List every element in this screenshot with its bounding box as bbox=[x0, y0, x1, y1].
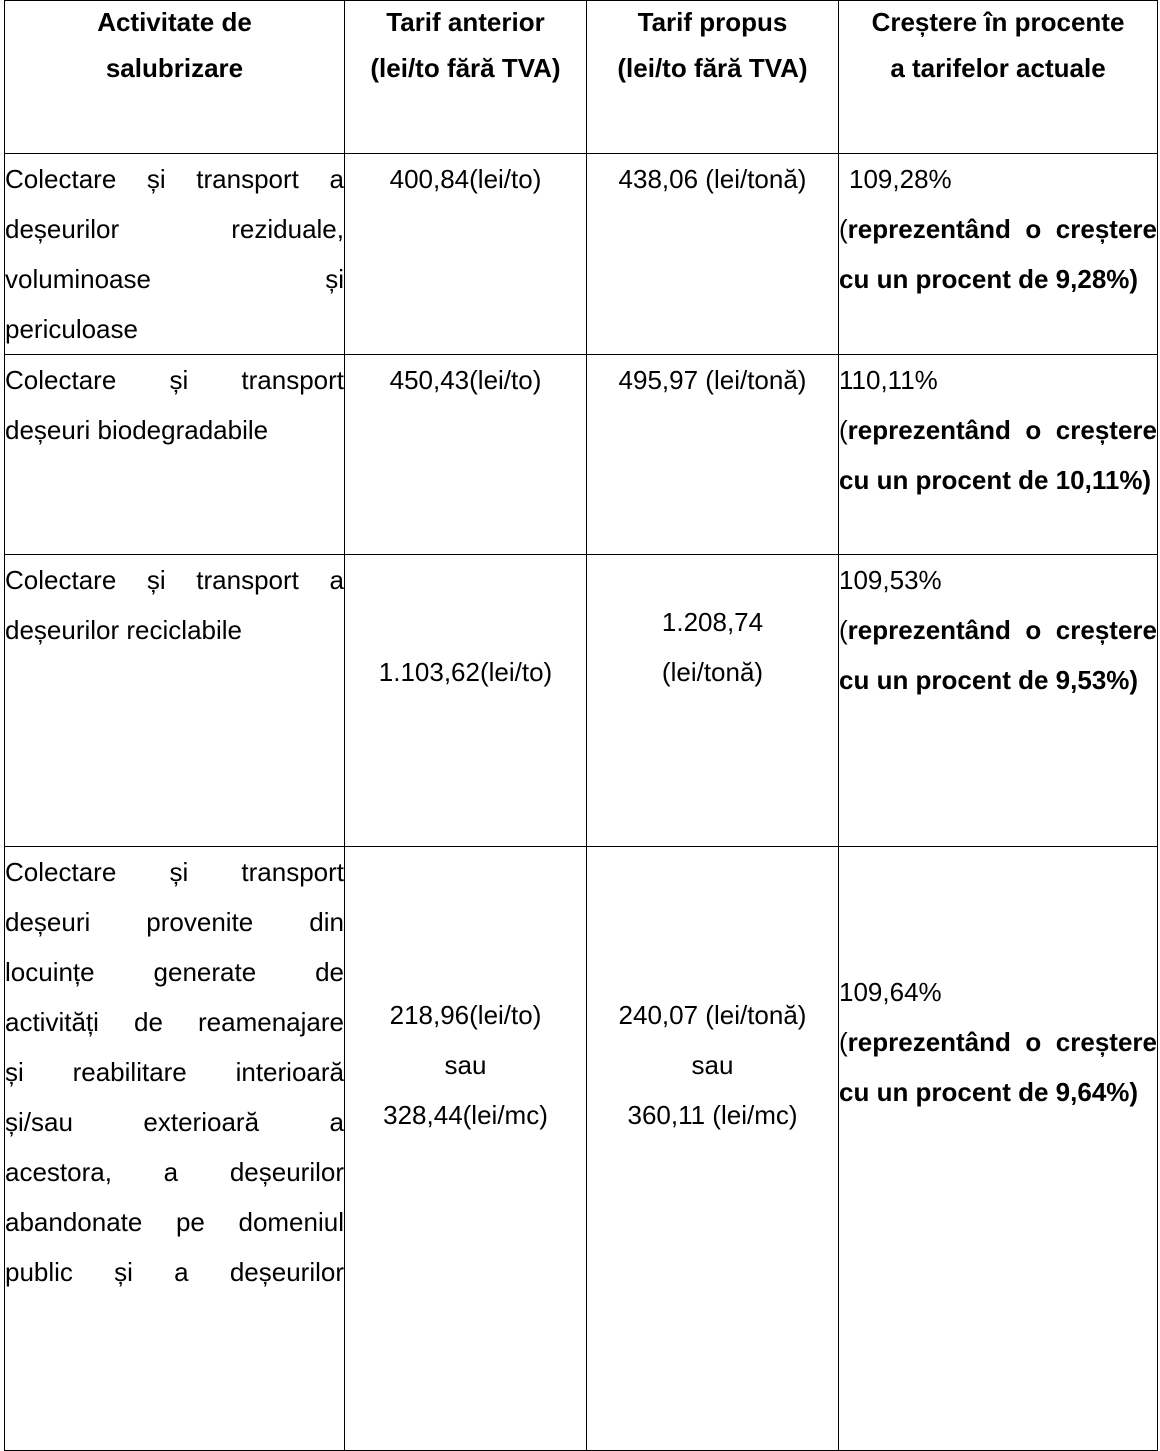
growth-description-text: reprezentând o creștere cu un procent de 9,64%) bbox=[839, 1027, 1157, 1107]
table-row bbox=[5, 847, 1158, 1451]
activity-line: deșeurilor reciclabile bbox=[5, 615, 242, 645]
header-activity-line2: salubrizare bbox=[105, 53, 244, 83]
growth-description bbox=[839, 405, 1157, 505]
activity-line: abandonate pe domeniul bbox=[5, 1207, 344, 1237]
activity-line: acestora, a deșeurilor bbox=[5, 1157, 344, 1187]
header-previous-line1: Tarif anterior bbox=[386, 7, 545, 37]
activity-line: public și a deșeurilor bbox=[5, 1257, 344, 1287]
previous-tariff-cell bbox=[345, 154, 587, 355]
table-row bbox=[5, 154, 1158, 355]
growth-cell bbox=[839, 555, 1158, 847]
header-proposed-line2: (lei/to fără TVA) bbox=[617, 53, 808, 83]
activity-cell bbox=[5, 154, 345, 355]
header-activity-line1: Activitate de bbox=[97, 7, 252, 37]
growth-description bbox=[839, 605, 1157, 705]
previous-tariff-value: 218,96(lei/to) bbox=[389, 1000, 542, 1030]
proposed-tariff-value: 1.208,74 bbox=[661, 607, 764, 637]
proposed-tariff-value-mc: 360,11 (lei/mc) bbox=[627, 1100, 798, 1130]
activity-line: și/sau exterioară a bbox=[5, 1107, 344, 1137]
header-growth-line1: Creștere în procente bbox=[871, 7, 1125, 37]
proposed-tariff-unit: (lei/tonă) bbox=[661, 657, 764, 687]
header-previous-line2: (lei/to fără TVA) bbox=[370, 53, 561, 83]
growth-description bbox=[839, 1017, 1157, 1117]
header-row bbox=[5, 1, 1158, 154]
proposed-tariff-value: 240,07 (lei/tonă) bbox=[618, 1000, 807, 1030]
previous-tariff-value: 450,43(lei/to) bbox=[389, 365, 542, 395]
table-row bbox=[5, 355, 1158, 555]
previous-tariff-value: 1.103,62(lei/to) bbox=[378, 657, 553, 687]
activity-line: Colectare și transport bbox=[5, 857, 344, 887]
activity-cell bbox=[5, 555, 345, 847]
growth-description bbox=[839, 204, 1157, 304]
proposed-tariff-cell bbox=[587, 555, 839, 847]
activity-cell bbox=[5, 355, 345, 555]
growth-cell bbox=[839, 847, 1158, 1451]
activity-line: periculoase bbox=[5, 314, 138, 344]
proposed-tariff-value: 495,97 (lei/tonă) bbox=[618, 365, 807, 395]
previous-tariff-cell bbox=[345, 847, 587, 1451]
header-proposed-tariff bbox=[587, 1, 839, 154]
header-growth bbox=[839, 1, 1158, 154]
activity-line: voluminoase și bbox=[5, 264, 344, 294]
header-proposed-line1: Tarif propus bbox=[637, 7, 788, 37]
header-activity bbox=[5, 1, 345, 154]
tariff-table bbox=[4, 0, 1158, 1451]
proposed-tariff-cell bbox=[587, 355, 839, 555]
activity-line: deșeuri provenite din bbox=[5, 907, 344, 937]
growth-open-paren: ( bbox=[839, 1027, 848, 1057]
table-row bbox=[5, 555, 1158, 847]
growth-percent: 110,11% bbox=[839, 365, 938, 395]
activity-line: Colectare și transport bbox=[5, 365, 344, 395]
proposed-tariff-or: sau bbox=[691, 1050, 734, 1080]
growth-cell bbox=[839, 355, 1158, 555]
growth-cell bbox=[839, 154, 1158, 355]
activity-line: și reabilitare interioară bbox=[5, 1057, 344, 1087]
header-previous-tariff bbox=[345, 1, 587, 154]
previous-tariff-cell bbox=[345, 555, 587, 847]
growth-open-paren: ( bbox=[839, 415, 848, 445]
growth-description-text: reprezentând o creștere cu un procent de 9,53%) bbox=[839, 615, 1157, 695]
activity-line: activități de reamenajare bbox=[5, 1007, 344, 1037]
header-growth-line2: a tarifelor actuale bbox=[890, 53, 1106, 83]
previous-tariff-value: 400,84(lei/to) bbox=[389, 164, 542, 194]
activity-line: locuințe generate de bbox=[5, 957, 344, 987]
growth-description-text: reprezentând o creștere cu un procent de 10,11%) bbox=[839, 415, 1157, 495]
growth-description-text: reprezentând o creștere cu un procent de 9,28%) bbox=[839, 214, 1157, 294]
previous-tariff-or: sau bbox=[444, 1050, 487, 1080]
activity-line: deșeurilor reziduale, bbox=[5, 214, 344, 244]
growth-open-paren: ( bbox=[839, 615, 848, 645]
growth-percent: 109,64% bbox=[839, 977, 942, 1007]
proposed-tariff-cell bbox=[587, 847, 839, 1451]
growth-open-paren: ( bbox=[839, 214, 848, 244]
previous-tariff-cell bbox=[345, 355, 587, 555]
growth-percent: 109,28% bbox=[849, 164, 952, 194]
activity-cell bbox=[5, 847, 345, 1451]
activity-line: deșeuri biodegradabile bbox=[5, 415, 269, 445]
growth-percent: 109,53% bbox=[839, 565, 942, 595]
previous-tariff-value-mc: 328,44(lei/mc) bbox=[383, 1100, 548, 1130]
proposed-tariff-value: 438,06 (lei/tonă) bbox=[618, 164, 807, 194]
activity-line: Colectare și transport a bbox=[5, 565, 344, 595]
activity-line: Colectare și transport a bbox=[5, 164, 344, 194]
proposed-tariff-cell bbox=[587, 154, 839, 355]
